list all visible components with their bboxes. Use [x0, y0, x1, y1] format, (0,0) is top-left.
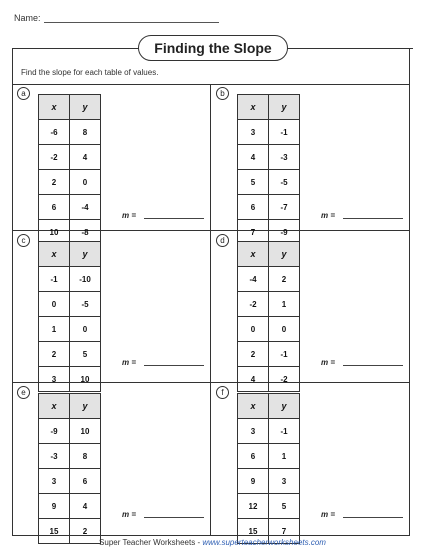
y-value: 4	[70, 145, 101, 170]
y-value: 5	[269, 494, 300, 519]
y-value: -1	[269, 342, 300, 367]
table-row	[39, 120, 101, 145]
slope-label: m =	[122, 510, 137, 519]
y-value: 3	[269, 469, 300, 494]
x-header: x	[39, 95, 70, 120]
y-value: 2	[70, 519, 101, 544]
x-value: 15	[238, 519, 269, 544]
slope-label: m =	[321, 510, 336, 519]
slope-answer-field[interactable]	[144, 517, 204, 518]
problem-d	[211, 231, 409, 384]
y-value: 4	[70, 494, 101, 519]
y-value: 7	[269, 519, 300, 544]
y-header: y	[269, 95, 300, 120]
x-value: -2	[238, 292, 269, 317]
y-value: -8	[70, 220, 101, 245]
x-value: 4	[238, 145, 269, 170]
x-header: x	[39, 394, 70, 419]
slope-answer-field[interactable]	[343, 517, 403, 518]
table-row	[39, 292, 101, 317]
problem-letter-badge: c	[17, 234, 30, 247]
table-row	[238, 267, 300, 292]
y-value: -1	[269, 120, 300, 145]
x-value: -1	[39, 267, 70, 292]
x-header: x	[238, 242, 269, 267]
x-value: 2	[39, 342, 70, 367]
problem-letter-badge: a	[17, 87, 30, 100]
y-header: y	[269, 394, 300, 419]
x-value: 6	[39, 195, 70, 220]
values-table	[237, 393, 300, 544]
x-value: 0	[39, 292, 70, 317]
y-value: 0	[70, 317, 101, 342]
name-field[interactable]	[44, 22, 219, 23]
name-label: Name:	[14, 13, 41, 23]
y-value: -9	[269, 220, 300, 245]
y-value: -1	[269, 419, 300, 444]
y-value: -7	[269, 195, 300, 220]
slope-answer-field[interactable]	[144, 218, 204, 219]
y-value: 1	[269, 444, 300, 469]
x-value: 9	[39, 494, 70, 519]
table-row	[39, 342, 101, 367]
problem-letter-badge: d	[216, 234, 229, 247]
x-value: 4	[238, 367, 269, 392]
table-row	[238, 170, 300, 195]
y-header: y	[70, 95, 101, 120]
table-row	[39, 419, 101, 444]
x-value: 3	[39, 469, 70, 494]
y-header: y	[70, 394, 101, 419]
table-row	[39, 170, 101, 195]
x-value: 2	[39, 170, 70, 195]
y-value: -4	[70, 195, 101, 220]
y-value: -2	[269, 367, 300, 392]
y-value: -5	[70, 292, 101, 317]
y-header: y	[70, 242, 101, 267]
problem-letter-badge: e	[17, 386, 30, 399]
slope-label: m =	[321, 358, 336, 367]
values-table	[38, 94, 101, 245]
table-row	[39, 444, 101, 469]
x-value: 0	[238, 317, 269, 342]
table-row	[238, 419, 300, 444]
problem-letter-badge: b	[216, 87, 229, 100]
table-row	[238, 120, 300, 145]
x-header: x	[238, 95, 269, 120]
problem-b	[211, 84, 409, 237]
x-value: 12	[238, 494, 269, 519]
slope-answer-field[interactable]	[144, 365, 204, 366]
slope-label: m =	[321, 211, 336, 220]
problem-letter-badge: f	[216, 386, 229, 399]
table-row	[238, 292, 300, 317]
x-value: -4	[238, 267, 269, 292]
problem-a	[12, 84, 210, 237]
table-row	[39, 145, 101, 170]
table-row	[39, 267, 101, 292]
x-value: -2	[39, 145, 70, 170]
y-value: 10	[70, 419, 101, 444]
footer-separator: -	[195, 538, 203, 547]
slope-answer-field[interactable]	[343, 365, 403, 366]
x-value: 9	[238, 469, 269, 494]
x-value: 10	[39, 220, 70, 245]
values-table	[38, 393, 101, 544]
values-table	[237, 94, 300, 245]
instructions: Find the slope for each table of values.	[21, 68, 159, 77]
y-value: 2	[269, 267, 300, 292]
x-value: -3	[39, 444, 70, 469]
table-row	[238, 469, 300, 494]
table-row	[238, 195, 300, 220]
y-value: 8	[70, 444, 101, 469]
y-header: y	[269, 242, 300, 267]
slope-label: m =	[122, 358, 137, 367]
slope-label: m =	[122, 211, 137, 220]
problem-c	[12, 231, 210, 384]
x-value: -9	[39, 419, 70, 444]
y-value: -3	[269, 145, 300, 170]
y-value: 5	[70, 342, 101, 367]
x-value: 6	[238, 444, 269, 469]
values-table	[38, 241, 101, 392]
y-value: 8	[70, 120, 101, 145]
table-row	[238, 145, 300, 170]
x-value: 3	[39, 367, 70, 392]
x-value: 7	[238, 220, 269, 245]
y-value: 0	[269, 317, 300, 342]
table-row	[238, 444, 300, 469]
y-value: -5	[269, 170, 300, 195]
x-value: 1	[39, 317, 70, 342]
table-row	[238, 494, 300, 519]
x-header: x	[238, 394, 269, 419]
x-value: 5	[238, 170, 269, 195]
x-value: -6	[39, 120, 70, 145]
problem-f	[211, 383, 409, 536]
x-value: 6	[238, 195, 269, 220]
y-value: -10	[70, 267, 101, 292]
table-row	[39, 195, 101, 220]
x-value: 2	[238, 342, 269, 367]
x-header: x	[39, 242, 70, 267]
y-value: 0	[70, 170, 101, 195]
table-row	[39, 494, 101, 519]
footer	[0, 538, 425, 547]
x-value: 3	[238, 419, 269, 444]
table-row	[39, 317, 101, 342]
table-row	[39, 469, 101, 494]
page-title: Finding the Slope	[138, 35, 288, 61]
values-table	[237, 241, 300, 392]
y-value: 10	[70, 367, 101, 392]
footer-brand: Super Teacher Worksheets	[99, 538, 196, 547]
problem-e	[12, 383, 210, 536]
y-value: 1	[269, 292, 300, 317]
footer-site-link[interactable]: www.superteacherworksheets.com	[202, 538, 326, 547]
x-value: 15	[39, 519, 70, 544]
table-row	[238, 317, 300, 342]
x-value: 3	[238, 120, 269, 145]
slope-answer-field[interactable]	[343, 218, 403, 219]
y-value: 6	[70, 469, 101, 494]
table-row	[238, 342, 300, 367]
